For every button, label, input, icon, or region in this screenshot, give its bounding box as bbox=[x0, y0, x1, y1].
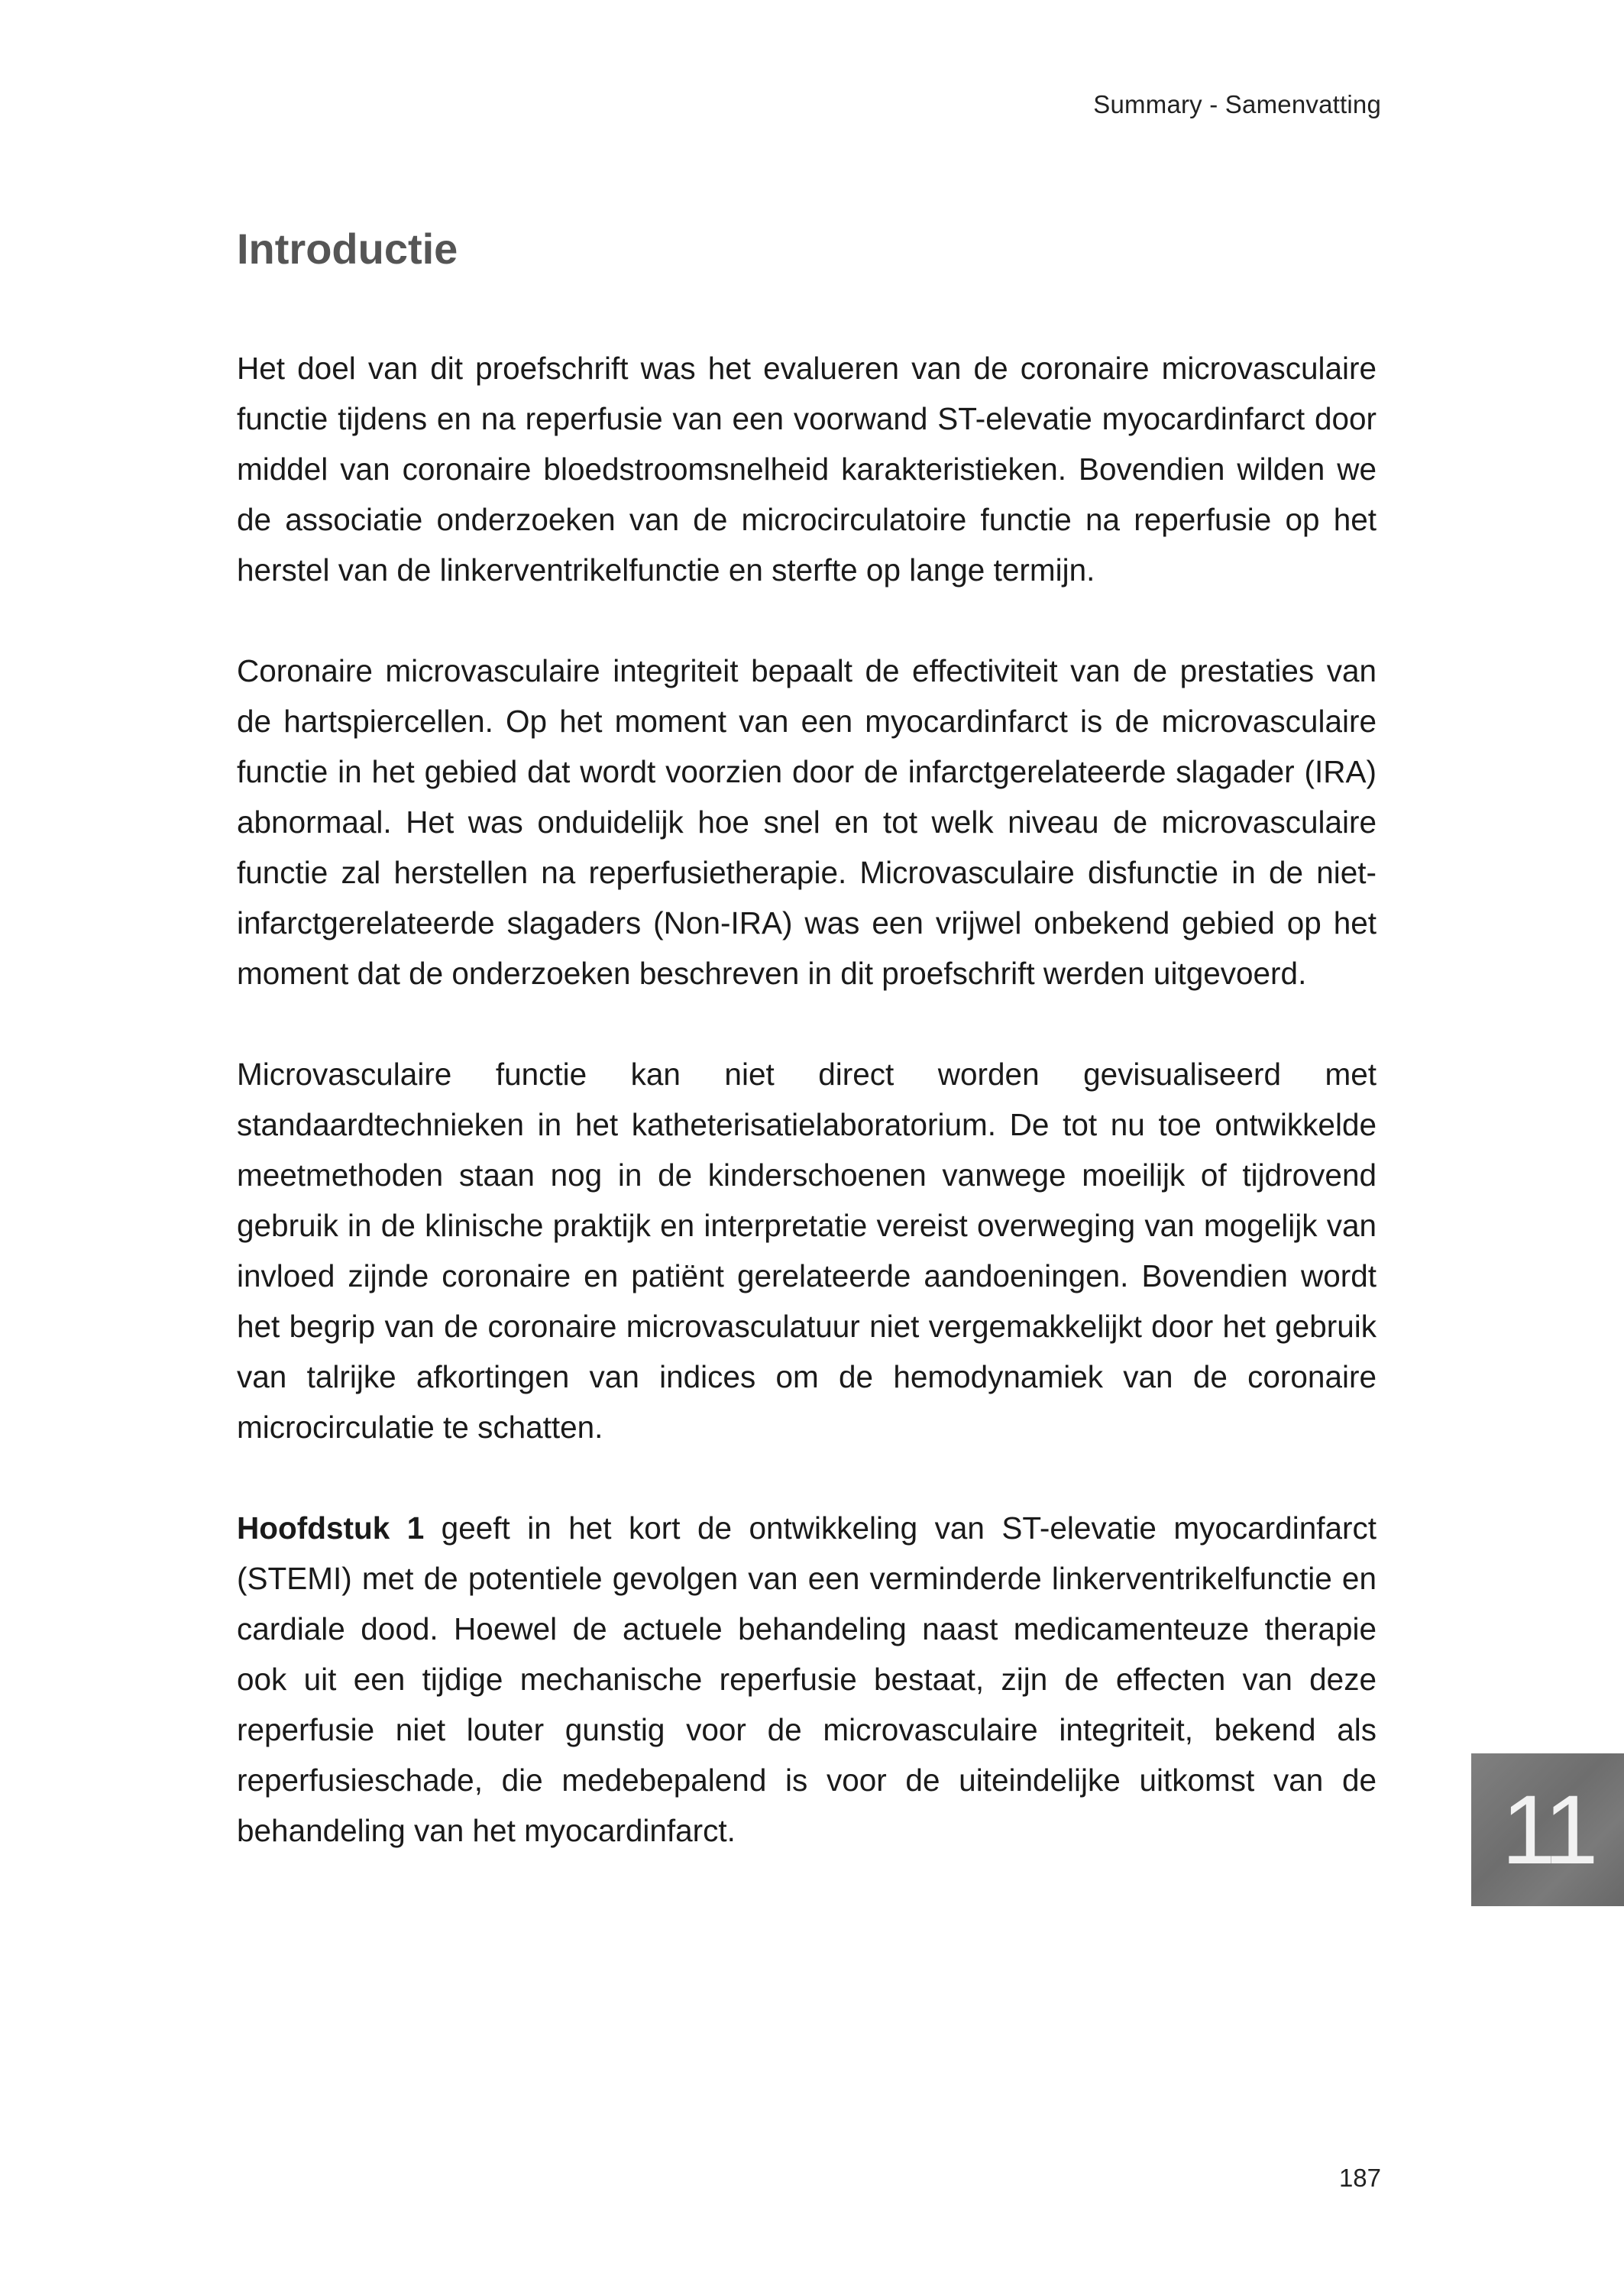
running-header: Summary - Samenvatting bbox=[1093, 90, 1381, 118]
paragraph-3: Microvasculaire functie kan niet direct worden gevisualiseerd met standaardtechnieken in het katheterisatielaboratorium. De tot nu toe ontwikkelde meetmethoden staan nog in de kinderschoenen vanwege moeilijk of tijdrovend gebruik in de klinische praktijk en interpretatie vereist overweging van mogelijk van invloed zijnde coronaire en patiënt gerelateerde aandoeningen. Bovendien wordt het begrip van de coronaire microvasculatuur niet vergemakkelijkt door het gebruik van talrijke afkortingen van indices om de hemodynamiek van de coronaire microcirculatie te schatten. bbox=[237, 1057, 1377, 1445]
paragraph-4-text: geeft in het kort de ontwikkeling van ST-elevatie myocardinfarct (STEMI) met de potentiele gevolgen van een verminderde linkerventrikelfunctie en cardiale dood. Hoewel de actuele behandeling naast medicamenteuze therapie ook uit een tijdige mechanische reperfusie bestaat, zijn de effecten van deze reperfusie niet louter gunstig voor de microvasculaire integriteit, bekend als reperfusieschade, die medebepalend is voor de uiteindelijke uitkomst van de behandeling van het myocardinfarct. bbox=[237, 1510, 1377, 1849]
paragraph-1: Het doel van dit proefschrift was het evalueren van de coronaire microvasculaire functie tijdens en na reperfusie van een voorwand ST-elevatie myocardinfarct door middel van coronaire bloedstroomsnelheid karakteristieken. Bovendien wilden we de associatie onderzoeken van de microcirculatoire functie na reperfusie op het herstel van de linkerventrikelfunctie en sterfte op lange termijn. bbox=[237, 351, 1377, 588]
chapter-tab bbox=[1471, 1753, 1624, 1906]
page-number: 187 bbox=[1338, 2164, 1381, 2192]
chapter-number: 11 bbox=[1501, 1775, 1594, 1885]
section-title: Introductie bbox=[237, 225, 458, 273]
body-text bbox=[237, 343, 1377, 1856]
chapter-reference: Hoofdstuk 1 bbox=[237, 1510, 425, 1546]
paragraph-2: Coronaire microvasculaire integriteit bepaalt de effectiviteit van de prestaties van de hartspiercellen. Op het moment van een myocardinfarct is de microvasculaire functie in het gebied dat wordt voorzien door de infarctgerelateerde slagader (IRA) abnormaal. Het was onduidelijk hoe snel en tot welk niveau de microvasculaire functie zal herstellen na reperfusietherapie. Microvasculaire disfunctie in de niet-infarctgerelateerde slagaders (Non-IRA) was een vrijwel onbekend gebied op het moment dat de onderzoeken beschreven in dit proefschrift werden uitgevoerd. bbox=[237, 653, 1377, 992]
page-content bbox=[237, 223, 1377, 1906]
paragraph-4 bbox=[237, 1503, 1377, 1856]
